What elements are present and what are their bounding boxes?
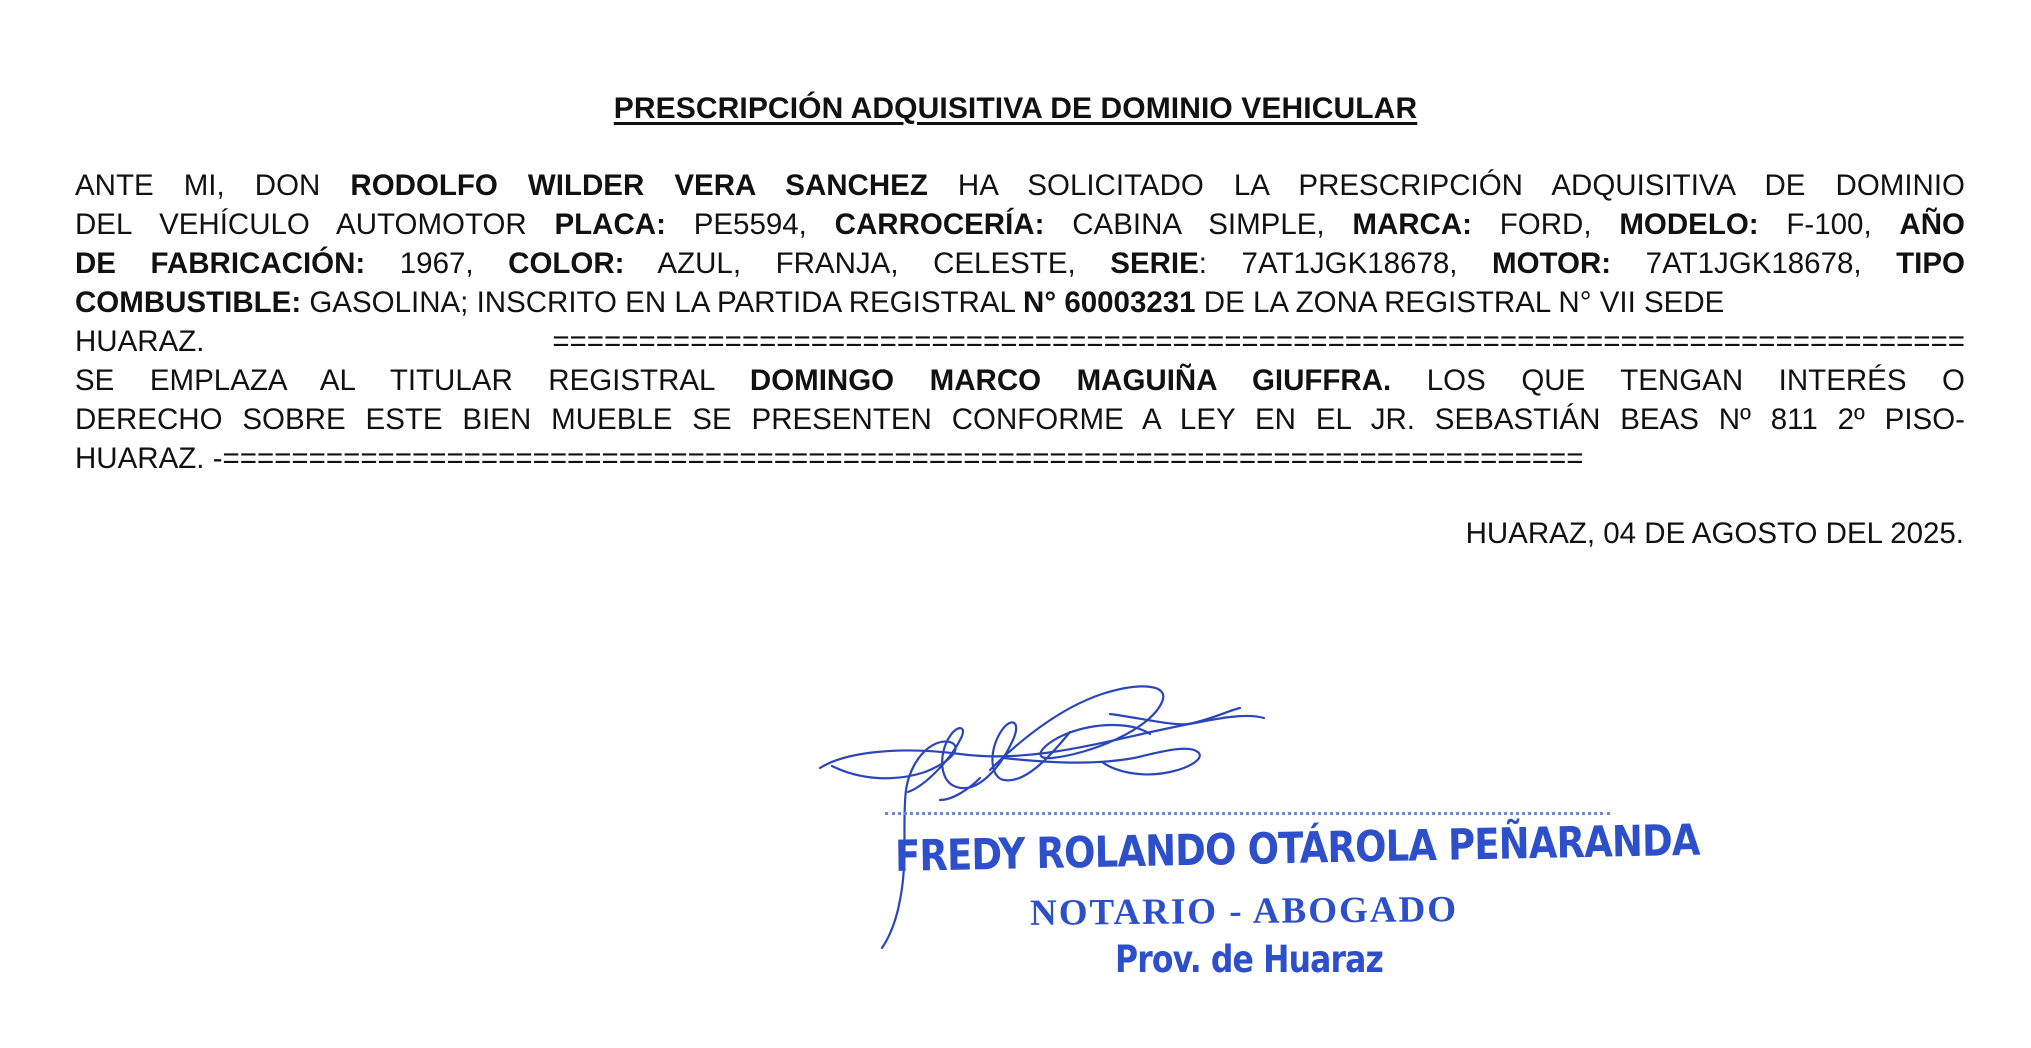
text-segment: HA SOLICITADO LA PRESCRIPCIÓN ADQUISITIVA DE DOMINIO [927,169,1965,202]
text-segment: CABINA SIMPLE, [1044,208,1353,241]
body-line [75,400,1965,439]
stamp-province: Prov. de Huaraz [1115,938,1384,981]
body-line [75,361,1965,400]
document-body [75,166,1965,478]
notary-stamp [885,812,1700,992]
stamp-notary-name: FREDY ROLANDO OTÁROLA PEÑARANDA [894,815,1700,882]
bold-text-segment: DE FABRICACIÓN: [75,247,366,280]
bold-text-segment: MOTOR: [1492,247,1612,280]
bold-text-segment: DOMINGO MARCO MAGUIÑA GIUFFRA. [749,364,1392,397]
text-segment: 1967, [365,247,509,280]
text-segment: ANTE MI, DON [75,169,351,202]
text-segment: DERECHO SOBRE ESTE BIEN MUEBLE SE PRESENTEN CONFORME A LEY EN EL JR. SEBASTIÁN BEAS Nº 811 2º PISO- [75,403,1965,436]
bold-text-segment: RODOLFO WILDER VERA SANCHEZ [350,169,928,202]
text-segment: LOS QUE TENGAN INTERÉS O [1391,364,1965,397]
body-line [75,205,1965,244]
text-segment: DEL VEHÍCULO AUTOMOTOR [75,208,555,241]
bold-text-segment: MODELO: [1619,208,1759,241]
text-segment: PE5594, [665,208,835,241]
body-line [75,244,1965,283]
text-segment: HUARAZ. ================================================================================== [75,325,1965,358]
text-segment: DE LA ZONA REGISTRAL N° VII SEDE [1195,286,1725,319]
bold-text-segment: SERIE [1110,247,1199,280]
bold-text-segment: TIPO [1896,247,1965,280]
text-segment: GASOLINA; INSCRITO EN LA PARTIDA REGISTRAL [301,286,1024,319]
text-segment: HUARAZ. -=============================================================================== [75,442,1584,475]
bold-text-segment: PLACA: [554,208,666,241]
bold-text-segment: COMBUSTIBLE: [75,286,302,319]
text-segment: SE EMPLAZA AL TITULAR REGISTRAL [75,364,750,397]
bold-text-segment: CARROCERÍA: [834,208,1045,241]
bold-text-segment: MARCA: [1352,208,1472,241]
bold-text-segment: N° 60003231 [1023,286,1196,319]
bold-text-segment: AÑO [1899,208,1965,241]
text-segment: AZUL, FRANJA, CELESTE, [624,247,1111,280]
text-segment: F-100, [1758,208,1900,241]
body-line [75,283,1965,322]
stamp-notary-role: NOTARIO - ABOGADO [1029,889,1459,934]
body-line [75,322,1965,361]
text-segment: 7AT1JGK18678, [1611,247,1897,280]
text-segment: : 7AT1JGK18678, [1198,247,1493,280]
document-date: HUARAZ, 04 DE AGOSTO DEL 2025. [1465,517,1964,550]
document-title: PRESCRIPCIÓN ADQUISITIVA DE DOMINIO VEHICULAR [613,92,1418,125]
body-line [75,439,1965,478]
text-segment: FORD, [1472,208,1620,241]
bold-text-segment: COLOR: [508,247,625,280]
body-line [75,166,1965,205]
